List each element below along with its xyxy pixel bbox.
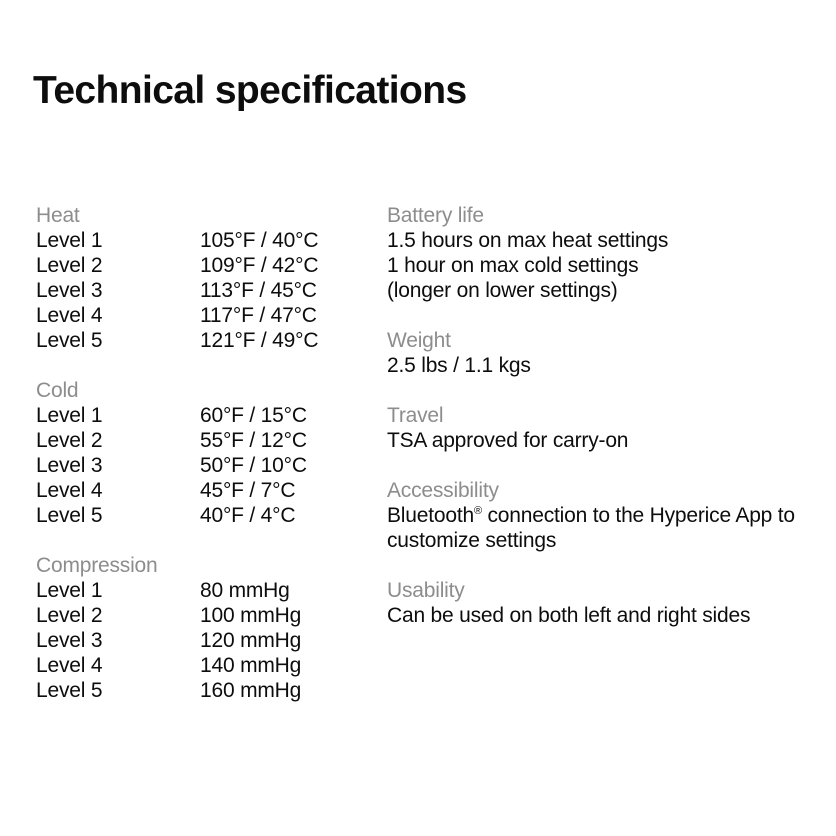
spec-section-heading: Cold: [36, 379, 79, 402]
spec-row: [36, 603, 371, 628]
spec-section-heading: Compression: [36, 554, 158, 577]
spec-row-value: 40°F / 4°C: [200, 504, 296, 527]
spec-row-label: Level 5: [36, 504, 103, 527]
spec-lines: [387, 603, 811, 628]
spec-row: [36, 628, 371, 653]
spec-rows: [36, 403, 371, 528]
spec-table-section: [36, 203, 371, 353]
spec-row-label: Level 1: [36, 229, 103, 252]
spec-text-section: [387, 328, 811, 378]
spec-row-label: Level 5: [36, 329, 103, 352]
spec-section-heading: Accessibility: [387, 479, 499, 502]
spec-row-label: Level 2: [36, 604, 103, 627]
specs-right-column: [387, 203, 811, 653]
spec-row-value: 60°F / 15°C: [200, 404, 307, 427]
spec-rows: [36, 578, 371, 703]
page-title: Technical specifications: [33, 69, 467, 112]
spec-row: [36, 578, 371, 603]
spec-section-heading: Travel: [387, 404, 444, 427]
spec-row: [36, 278, 371, 303]
spec-row: [36, 503, 371, 528]
spec-text-line: (longer on lower settings): [387, 279, 618, 302]
spec-row-label: Level 1: [36, 579, 103, 602]
spec-lines: [387, 353, 811, 378]
spec-row-label: Level 4: [36, 654, 103, 677]
spec-row-value: 113°F / 45°C: [200, 279, 317, 302]
spec-row: [36, 678, 371, 703]
spec-table-section: [36, 378, 371, 528]
spec-row-value: 121°F / 49°C: [200, 329, 319, 352]
spec-row: [36, 328, 371, 353]
spec-row-value: 105°F / 40°C: [200, 229, 319, 252]
spec-row-value: 55°F / 12°C: [200, 429, 307, 452]
spec-row: [36, 478, 371, 503]
spec-table-section: [36, 553, 371, 703]
spec-row-value: 100 mmHg: [200, 604, 302, 627]
spec-row: [36, 253, 371, 278]
spec-row-label: Level 4: [36, 304, 103, 327]
spec-row: [36, 228, 371, 253]
spec-section-heading: Battery life: [387, 204, 484, 227]
spec-row-label: Level 1: [36, 404, 103, 427]
spec-row-label: Level 3: [36, 629, 103, 652]
spec-text-line: Can be used on both left and right sides: [387, 604, 751, 627]
specs-left-column: [36, 203, 371, 728]
spec-row-label: Level 4: [36, 479, 103, 502]
spec-text-line: Bluetooth® connection to the Hyperice App to customize settings: [387, 504, 795, 552]
spec-row: [36, 453, 371, 478]
spec-section-heading: Heat: [36, 204, 80, 227]
spec-row: [36, 428, 371, 453]
spec-text-section: [387, 478, 811, 553]
spec-rows: [36, 228, 371, 353]
spec-row-value: 120 mmHg: [200, 629, 302, 652]
spec-row: [36, 653, 371, 678]
spec-row-value: 140 mmHg: [200, 654, 302, 677]
spec-lines: [387, 428, 811, 453]
spec-row-value: 80 mmHg: [200, 579, 290, 602]
spec-row: [36, 303, 371, 328]
spec-row-value: 45°F / 7°C: [200, 479, 296, 502]
spec-row-value: 117°F / 47°C: [200, 304, 317, 327]
registered-trademark-symbol: ®: [473, 505, 482, 517]
spec-lines: [387, 503, 811, 553]
spec-row-label: Level 2: [36, 254, 103, 277]
spec-row-label: Level 2: [36, 429, 103, 452]
spec-row-value: 109°F / 42°C: [200, 254, 319, 277]
spec-row-label: Level 3: [36, 454, 103, 477]
spec-row: [36, 403, 371, 428]
spec-lines: [387, 228, 811, 303]
spec-text-line: 1.5 hours on max heat settings: [387, 229, 669, 252]
spec-row-label: Level 3: [36, 279, 103, 302]
spec-row-value: 50°F / 10°C: [200, 454, 307, 477]
spec-section-heading: Usability: [387, 579, 465, 602]
spec-row-value: 160 mmHg: [200, 679, 302, 702]
spec-text-section: [387, 403, 811, 453]
spec-section-heading: Weight: [387, 329, 451, 352]
spec-row-label: Level 5: [36, 679, 103, 702]
spec-text-line: 2.5 lbs / 1.1 kgs: [387, 354, 531, 377]
spec-text-section: [387, 203, 811, 303]
spec-text-section: [387, 578, 811, 628]
spec-text-line: TSA approved for carry-on: [387, 429, 629, 452]
spec-text-line: 1 hour on max cold settings: [387, 254, 639, 277]
